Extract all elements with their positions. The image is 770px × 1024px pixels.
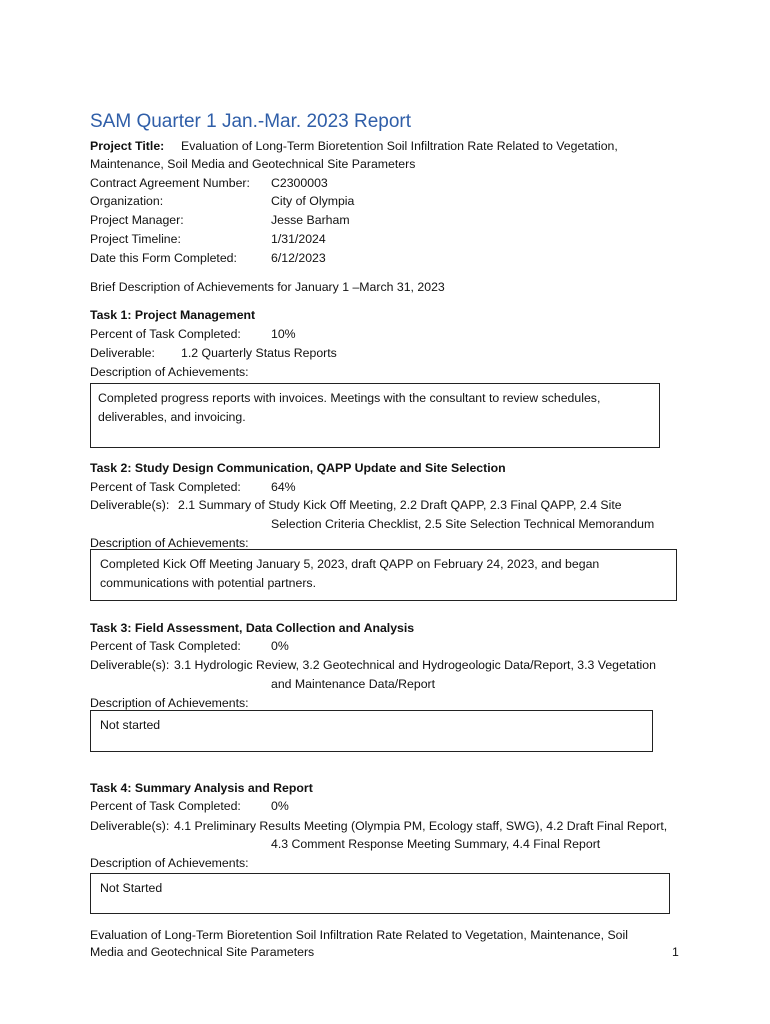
project-title-value: Evaluation of Long-Term Bioretention Soil Infiltration Rate Related to Vegetation, xyxy=(181,139,618,153)
brief-description: Brief Description of Achievements for January 1 –March 31, 2023 xyxy=(90,280,445,294)
field-value: 1/31/2024 xyxy=(271,232,326,246)
task-heading: Task 2: Study Design Communication, QAPP Update and Site Selection xyxy=(90,461,506,475)
percent-label: Percent of Task Completed: xyxy=(90,639,241,653)
percent-value: 64% xyxy=(271,480,296,494)
field-value: City of Olympia xyxy=(271,194,355,208)
percent-value: 0% xyxy=(271,639,289,653)
task-heading: Task 3: Field Assessment, Data Collection and Analysis xyxy=(90,621,415,635)
deliverable-value: 1.2 Quarterly Status Reports xyxy=(181,346,337,360)
deliverable-value: 3.1 Hydrologic Review, 3.2 Geotechnical and Hydrogeologic Data/Report, 3.3 Vegetation xyxy=(174,658,656,672)
deliverable-label: Deliverable: xyxy=(90,346,155,360)
deliverable-value-cont: 4.3 Comment Response Meeting Summary, 4.4 Final Report xyxy=(271,837,601,851)
report-title: SAM Quarter 1 Jan.-Mar. 2023 Report xyxy=(90,111,412,132)
field-value: 6/12/2023 xyxy=(271,251,326,265)
achievements-text: Completed progress reports with invoices. Meetings with the consultant to review schedules, deliverables, and invoicing. xyxy=(98,391,601,424)
field-label: Project Manager: xyxy=(90,213,184,227)
percent-label: Percent of Task Completed: xyxy=(90,327,241,341)
achievements-text: Not started xyxy=(100,718,161,732)
achievements-text: Completed Kick Off Meeting January 5, 2023, draft QAPP on February 24, 2023, and began communications with potential partners. xyxy=(100,557,600,590)
footer-text-cont: Media and Geotechnical Site Parameters xyxy=(90,945,315,959)
achievements-box xyxy=(90,873,670,914)
deliverable-value: 2.1 Summary of Study Kick Off Meeting, 2.2 Draft QAPP, 2.3 Final QAPP, 2.4 Site xyxy=(178,498,622,512)
field-label: Organization: xyxy=(90,194,164,208)
achievements-box xyxy=(90,383,660,448)
deliverable-value-cont: Selection Criteria Checklist, 2.5 Site Selection Technical Memorandum xyxy=(271,517,655,531)
field-label: Contract Agreement Number: xyxy=(90,176,250,190)
achievements-box xyxy=(90,710,653,752)
field-value: Jesse Barham xyxy=(271,213,350,227)
deliverable-label: Deliverable(s): xyxy=(90,819,170,833)
description-label: Description of Achievements: xyxy=(90,365,249,379)
deliverable-value-cont: and Maintenance Data/Report xyxy=(271,677,436,691)
percent-label: Percent of Task Completed: xyxy=(90,480,241,494)
percent-value: 10% xyxy=(271,327,296,341)
field-label: Date this Form Completed: xyxy=(90,251,237,265)
field-value: C2300003 xyxy=(271,176,328,190)
footer-text: Evaluation of Long-Term Bioretention Soil Infiltration Rate Related to Vegetation, Maintenance, Soil xyxy=(90,928,628,942)
task-heading: Task 1: Project Management xyxy=(90,308,256,322)
percent-value: 0% xyxy=(271,799,289,813)
description-label: Description of Achievements: xyxy=(90,696,249,710)
field-label: Project Timeline: xyxy=(90,232,181,246)
percent-label: Percent of Task Completed: xyxy=(90,799,241,813)
project-title-label: Project Title: xyxy=(90,139,165,153)
achievements-box xyxy=(90,549,677,601)
page-number: 1 xyxy=(672,945,679,959)
deliverable-label: Deliverable(s): xyxy=(90,658,170,672)
deliverable-value: 4.1 Preliminary Results Meeting (Olympia PM, Ecology staff, SWG), 4.2 Draft Final Report, xyxy=(174,819,668,833)
deliverable-label: Deliverable(s): xyxy=(90,498,170,512)
description-label: Description of Achievements: xyxy=(90,536,249,550)
task-heading: Task 4: Summary Analysis and Report xyxy=(90,781,313,795)
project-title-value-cont: Maintenance, Soil Media and Geotechnical Site Parameters xyxy=(90,157,416,171)
description-label: Description of Achievements: xyxy=(90,856,249,870)
achievements-text: Not Started xyxy=(100,881,163,895)
